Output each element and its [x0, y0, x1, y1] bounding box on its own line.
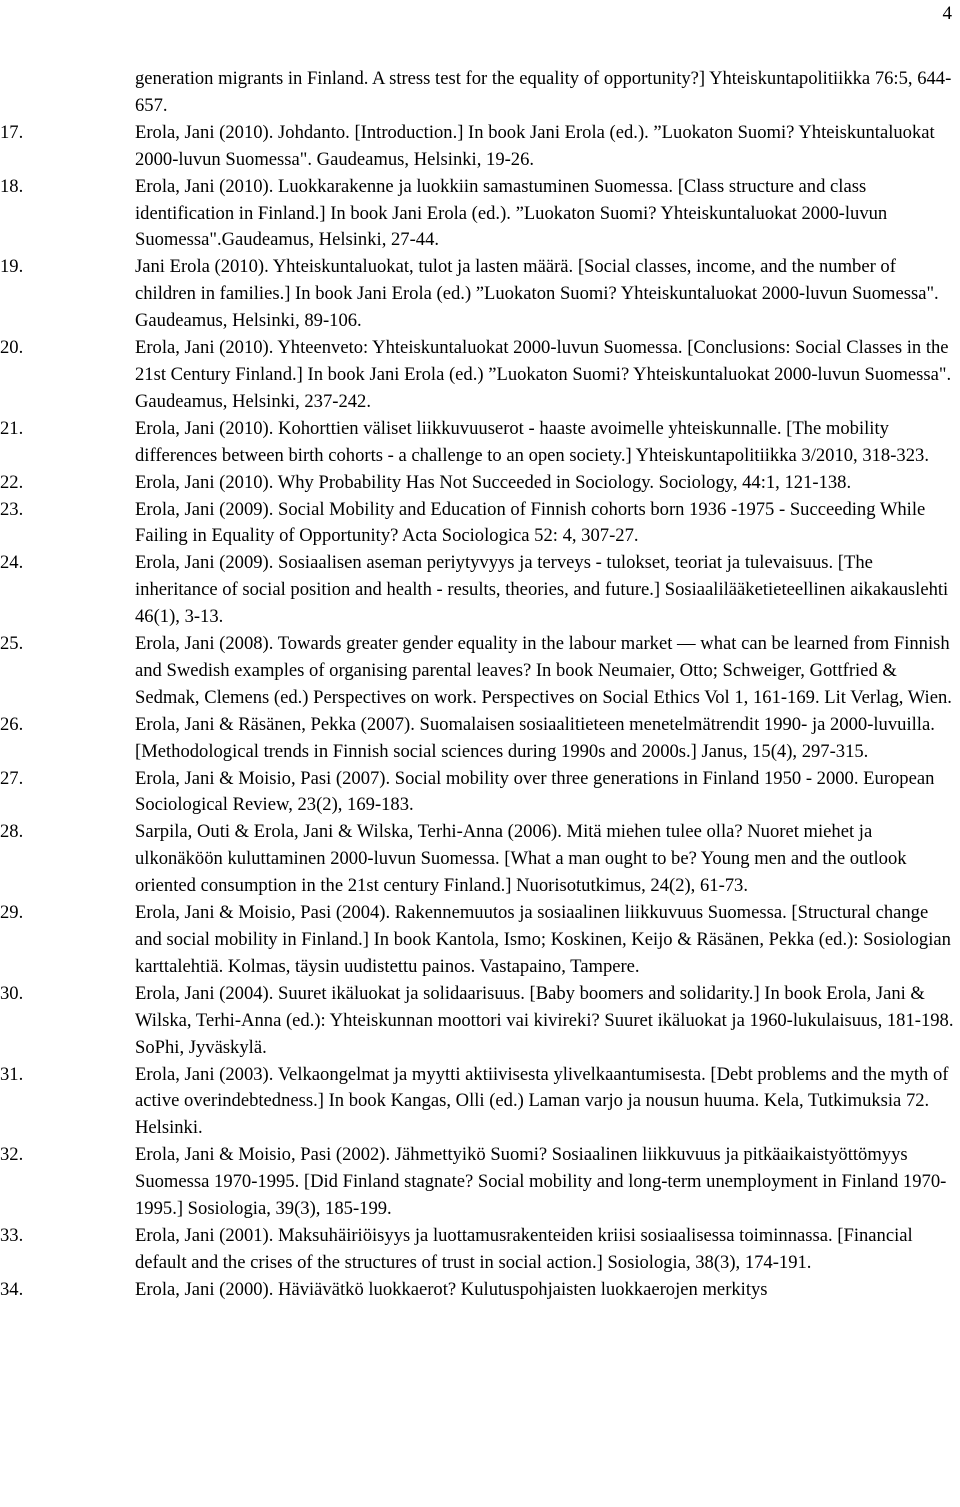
item-text: Erola, Jani (2010). Why Probability Has Not Succeeded in Sociology. Sociology, 44:1, 121-138.: [135, 471, 852, 493]
list-item: [0, 416, 960, 470]
list-item: [0, 766, 960, 820]
item-text: Erola, Jani (2009). Social Mobility and Education of Finnish cohorts born 1936 -1975 - Succeeding While Failing in Equality of Opportunity? Acta Sociologica 52: 4, 307-27.: [135, 498, 926, 547]
item-number: 21.: [0, 417, 24, 439]
item-number: 20.: [0, 337, 24, 359]
item-number: 25.: [0, 633, 24, 655]
list-item: [0, 1142, 960, 1223]
item-text: Erola, Jani (2010). Kohorttien väliset liikkuvuuserot - haaste avoimelle yhteiskunnalle. [The mobility differences between birth cohorts - a challenge to an open society.] Yhteiskuntapolitiikka 3/2010, 318-323.: [135, 417, 929, 466]
item-number: 23.: [0, 498, 24, 520]
item-text: Erola, Jani & Moisio, Pasi (2002). Jähmettyikö Suomi? Sosiaalinen liikkuvuus ja pitkäaikaistyöttömyys Suomessa 1970-1995. [Did Finland stagnate? Social mobility and long-term unemployment in Finland 1970-1995.] Sosiologia, 39(3), 185-199.: [135, 1144, 947, 1220]
list-item: [0, 1277, 960, 1304]
page-number: 4: [942, 3, 952, 24]
list-item: [0, 981, 960, 1062]
list-item: [0, 550, 960, 631]
item-text: generation migrants in Finland. A stress test for the equality of opportunity?] Yhteiskuntapolitiikka 76:5, 644-657.: [135, 68, 952, 116]
item-text: Erola, Jani (2003). Velkaongelmat ja myytti aktiivisesta ylivelkaantumisesta. [Debt problems and the myth of active overindebtedness.] In book Kangas, Olli (ed.) Laman varjo ja nousun huuma. Kela, Tutkimuksia 72. Helsinki.: [135, 1063, 949, 1139]
item-text: Erola, Jani (2008). Towards greater gender equality in the labour market — what can be learned from Finnish and Swedish examples of organising parental leaves? In book Neumaier, Otto; Schweiger, Gottfried & Sedmak, Clemens (ed.) Perspectives on work. Perspectives on Social Ethics Vol 1, 161-169. Lit Verlag, Wien.: [135, 633, 952, 708]
item-number: 24.: [0, 552, 24, 574]
item-text: Jani Erola (2010). Yhteiskuntaluokat, tulot ja lasten määrä. [Social classes, income, and the number of children in families.] In book Jani Erola (ed.) ”Luokaton Suomi? Yhteiskuntaluokat 2000-luvun Suomessa". Gaudeamus, Helsinki, 89-106.: [135, 256, 939, 332]
item-text: Erola, Jani (2009). Sosiaalisen aseman periytyvyys ja terveys - tulokset, teoriat ja tulevaisuus. [The inheritance of social position and health - results, theories, and future.] Sosiaalilääketieteellinen aikakauslehti 46(1), 3-13.: [135, 552, 949, 628]
list-item: [0, 120, 960, 174]
list-item: [0, 819, 960, 900]
item-number: 29.: [0, 902, 24, 924]
list-item: [0, 1223, 960, 1277]
item-number: 27.: [0, 767, 24, 789]
item-text: Erola, Jani (2001). Maksuhäiriöisyys ja luottamusrakenteiden kriisi sosiaalisessa toiminnassa. [Financial default and the crises of the structures of trust in social action.] Sosiologia, 38(3), 174-191.: [135, 1224, 913, 1273]
list-item: [0, 66, 960, 120]
list-item: [0, 335, 960, 416]
list-item: [0, 174, 960, 255]
item-text: Erola, Jani (2000). Häviävätkö luokkaerot? Kulutuspohjaisten luokkaerojen merkitys: [135, 1278, 768, 1300]
item-text: Erola, Jani & Moisio, Pasi (2007). Social mobility over three generations in Finland 1950 - 2000. European Sociological Review, 23(2), 169-183.: [135, 767, 935, 816]
item-text: Erola, Jani (2010). Yhteenveto: Yhteiskuntaluokat 2000-luvun Suomessa. [Conclusions: Social Classes in the 21st Century Finland.] In book Jani Erola (ed.) ”Luokaton Suomi? Yhteiskuntaluokat 2000-luvun Suomessa". Gaudeamus, Helsinki, 237-242.: [135, 337, 952, 412]
list-item: [0, 1062, 960, 1143]
item-number: 32.: [0, 1144, 24, 1166]
list-item: [0, 712, 960, 766]
list-item: [0, 254, 960, 335]
list-item: [0, 631, 960, 712]
item-text: Sarpila, Outi & Erola, Jani & Wilska, Terhi-Anna (2006). Mitä miehen tulee olla? Nuoret miehet ja ulkonäköön kuluttaminen 2000-luvun Suomessa. [What a man ought to be? Young men and the outlook oriented consumption in the 21st century Finland.] Nuorisotutkimus, 24(2), 61-73.: [135, 821, 907, 897]
item-text: Erola, Jani & Räsänen, Pekka (2007). Suomalaisen sosiaalitieteen menetelmätrendit 1990- ja 2000-luvuilla. [Methodological trends in Finnish social sciences during 1990s and 2000s.] Janus, 15(4), 297-315.: [135, 713, 935, 762]
item-text: Erola, Jani (2010). Luokkarakenne ja luokkiin samastuminen Suomessa. [Class structure and class identification in Finland.] In book Jani Erola (ed.). ”Luokaton Suomi? Yhteiskuntaluokat 2000-luvun Suomessa".Gaudeamus, Helsinki, 27-44.: [135, 175, 888, 251]
list-item: [0, 470, 960, 497]
item-number: 19.: [0, 256, 24, 278]
item-number: 31.: [0, 1063, 24, 1085]
item-number: 22.: [0, 471, 24, 493]
item-number: 26.: [0, 713, 24, 735]
item-text: Erola, Jani (2004). Suuret ikäluokat ja solidaarisuus. [Baby boomers and solidarity.] In book Erola, Jani & Wilska, Terhi-Anna (ed.): Yhteiskunnan moottori vai kivireki? Suuret ikäluokat ja 1960-lukulaisuus, 181-198. SoPhi, Jyväskylä.: [135, 982, 954, 1058]
list-item: [0, 497, 960, 551]
item-text: Erola, Jani (2010). Johdanto. [Introduction.] In book Jani Erola (ed.). ”Luokaton Suomi? Yhteiskuntaluokat 2000-luvun Suomessa". Gaudeamus, Helsinki, 19-26.: [135, 121, 935, 170]
item-text: Erola, Jani & Moisio, Pasi (2004). Rakennemuutos ja sosiaalinen liikkuvuus Suomessa. [Structural change and social mobility in Finland.] In book Kantola, Ismo; Koskinen, Keijo & Räsänen, Pekka (ed.): Sosiologian karttalehtiä. Kolmas, täysin uudistettu painos. Vastapaino, Tampere.: [135, 902, 951, 977]
reference-list: [0, 66, 960, 1304]
item-number: 28.: [0, 821, 24, 843]
item-number: 33.: [0, 1224, 24, 1246]
item-number: 17.: [0, 121, 24, 143]
item-number: 30.: [0, 982, 24, 1004]
list-item: [0, 900, 960, 981]
item-number: 18.: [0, 175, 24, 197]
item-number: 34.: [0, 1278, 24, 1300]
